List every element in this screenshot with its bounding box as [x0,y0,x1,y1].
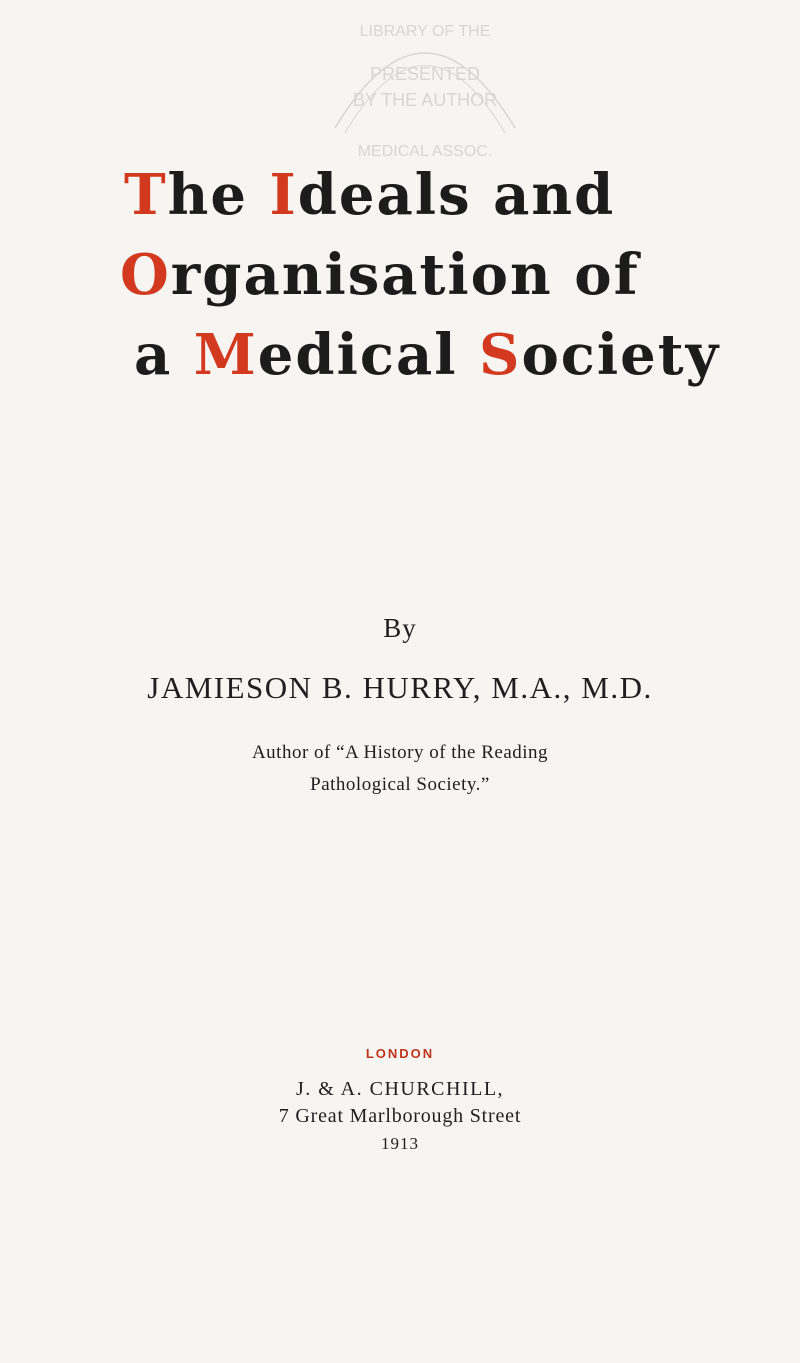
title-initial-t: T [124,162,168,228]
publisher-name: J. & A. CHURCHILL, [295,1078,505,1100]
library-stamp-graphic [305,8,545,168]
author-note-line-2: Pathological Society.” [310,774,490,795]
stamp-line-2: BY THE AUTHOR [352,90,498,110]
author-note-line-1: Author of “A History of the Reading [251,742,549,763]
publication-year: 1913 [381,1134,419,1153]
author-name: JAMIESON B. HURRY, M.A., M.D. [147,670,653,705]
title-line-1 [120,155,640,235]
imprint-city: LONDON [365,1046,435,1061]
title-text-he: he [167,162,270,228]
title-text-edical: edical [257,322,479,388]
stamp-arc-top: LIBRARY OF THE [359,23,491,40]
publisher-address: 7 Great Marlborough Street [278,1105,522,1127]
title-text-a: a [134,322,194,388]
title-initial-m: M [193,322,258,388]
book-title [120,155,721,395]
title-text-ociety: ociety [521,322,721,388]
imprint-publisher [0,1076,800,1157]
title-text-rganisation-of: rganisation of [170,242,640,308]
title-initial-i: I [269,162,298,228]
stamp-arc-bottom: MEDICAL ASSOC. [357,143,493,160]
library-stamp [305,8,545,168]
title-text-deals-and: deals and [297,162,616,228]
title-initial-o: O [120,242,171,308]
stamp-line-1: PRESENTED [369,64,481,84]
title-initial-s: S [479,322,522,388]
title-line-2 [120,235,640,315]
by-label: By [383,613,417,643]
author-note [0,737,800,801]
title-line-3 [120,315,721,395]
